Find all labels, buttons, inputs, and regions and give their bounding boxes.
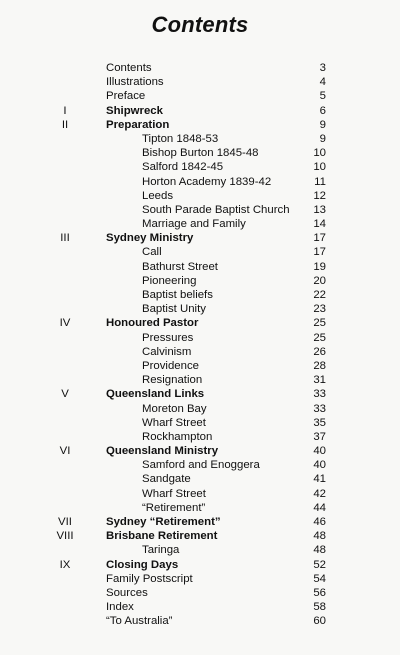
toc-entry — [0, 614, 400, 628]
toc-entry — [0, 572, 400, 586]
toc-entry — [0, 89, 400, 103]
entry-title: Sydney “Retirement” — [106, 516, 221, 528]
page-number: 9 — [319, 132, 326, 145]
table-of-contents — [0, 61, 400, 629]
page-title: Contents — [151, 12, 249, 37]
chapter-number: I — [63, 104, 67, 117]
toc-entry — [0, 600, 400, 614]
entry-title: Honoured Pastor — [106, 317, 199, 330]
toc-entry — [0, 331, 400, 345]
entry-title: South Parade Baptist Church — [142, 203, 290, 216]
page-number: 12 — [313, 189, 326, 202]
page-number: 23 — [313, 303, 326, 316]
page-number: 28 — [313, 359, 326, 372]
chapter-number: VII — [58, 516, 72, 528]
entry-title: Bathurst Street — [142, 260, 218, 273]
page-number: 42 — [313, 487, 326, 500]
toc-entry — [0, 487, 400, 501]
page-number: 22 — [313, 289, 326, 301]
chapter-number: VI — [59, 445, 71, 458]
toc-entry — [0, 274, 400, 288]
toc-entry — [0, 288, 400, 302]
entry-title: Illustrations — [106, 76, 164, 89]
toc-entry — [0, 75, 400, 89]
page-number: 48 — [313, 544, 326, 557]
page-number: 46 — [313, 516, 326, 528]
page-number: 33 — [313, 388, 326, 401]
toc-entry — [0, 160, 400, 174]
toc-entry — [0, 529, 400, 543]
page-number: 11 — [314, 175, 326, 188]
entry-title: “To Australia” — [106, 615, 173, 628]
toc-entry — [0, 217, 400, 231]
page-number: 19 — [313, 260, 326, 273]
entry-title: Sources — [106, 586, 148, 599]
page-number: 35 — [313, 416, 326, 429]
entry-title: Family Postscript — [106, 572, 193, 585]
entry-title: Taringa — [142, 544, 180, 557]
entry-title: Rockhampton — [142, 430, 213, 443]
toc-entry — [0, 402, 400, 416]
page-number: 6 — [319, 104, 326, 117]
entry-title: Preface — [106, 90, 146, 103]
entry-title: Baptist beliefs — [142, 289, 213, 301]
page-number: 17 — [313, 232, 326, 245]
entry-title: Preparation — [106, 118, 170, 131]
chapter-number: IX — [59, 558, 71, 571]
toc-entry — [0, 373, 400, 387]
chapter-number: IV — [59, 317, 71, 330]
toc-entry — [0, 189, 400, 203]
toc-entry — [0, 345, 400, 359]
entry-title: Salford 1842-45 — [142, 161, 224, 174]
page-number: 5 — [319, 90, 326, 103]
entry-title: Baptist Unity — [142, 303, 206, 316]
entry-title: Tipton 1848-53 — [142, 132, 219, 145]
entry-title: Resignation — [142, 374, 203, 387]
entry-title: Pressures — [142, 331, 194, 344]
toc-entry — [0, 387, 400, 401]
entry-title: Calvinism — [142, 345, 192, 358]
toc-entry — [0, 316, 400, 330]
entry-title: Samford and Enoggera — [142, 459, 260, 472]
toc-entry — [0, 118, 400, 132]
entry-title: Providence — [142, 359, 199, 372]
page-number: 37 — [313, 430, 326, 443]
toc-entry — [0, 104, 400, 118]
toc-entry — [0, 302, 400, 316]
toc-entry — [0, 416, 400, 430]
entry-title: Horton Academy 1839-42 — [142, 175, 272, 188]
toc-entry — [0, 245, 400, 259]
page-number: 10 — [313, 147, 326, 160]
toc-entry — [0, 558, 400, 572]
toc-entry — [0, 472, 400, 486]
page-number: 60 — [313, 615, 326, 628]
page-number: 31 — [313, 374, 326, 387]
page-number: 9 — [319, 118, 326, 131]
entry-title: Shipwreck — [106, 104, 163, 117]
page-number: 40 — [313, 445, 326, 458]
page-number: 14 — [313, 218, 326, 231]
page-number: 26 — [313, 345, 326, 358]
page-number: 10 — [313, 161, 326, 174]
page-number: 25 — [313, 317, 326, 330]
toc-entry — [0, 586, 400, 600]
entry-title: Sandgate — [142, 473, 191, 486]
entry-title: Brisbane Retirement — [106, 530, 218, 543]
page-number: 17 — [313, 246, 326, 259]
page-number: 58 — [313, 601, 326, 614]
toc-entry — [0, 260, 400, 274]
page-number: 3 — [319, 62, 326, 74]
page-number: 48 — [313, 530, 326, 543]
page-number: 4 — [319, 76, 326, 89]
page-number: 40 — [313, 459, 326, 472]
page-number: 25 — [313, 331, 326, 344]
entry-title: Contents — [106, 62, 152, 74]
entry-title: Leeds — [142, 189, 174, 202]
toc-entry — [0, 146, 400, 160]
entry-title: “Retirement” — [142, 501, 206, 514]
toc-entry — [0, 175, 400, 189]
entry-title: Wharf Street — [142, 487, 206, 500]
chapter-number: III — [60, 232, 70, 245]
toc-entry — [0, 132, 400, 146]
page-number: 54 — [313, 572, 326, 585]
toc-entry — [0, 501, 400, 515]
toc-entry — [0, 61, 400, 75]
page-number: 52 — [313, 558, 326, 571]
entry-title: Wharf Street — [142, 416, 206, 429]
entry-title: Sydney Ministry — [106, 232, 194, 245]
toc-entry — [0, 203, 400, 217]
page-number: 20 — [313, 274, 326, 287]
chapter-number: VIII — [56, 530, 74, 543]
entry-title: Index — [106, 601, 134, 614]
entry-title: Call — [142, 246, 162, 259]
toc-entry — [0, 515, 400, 529]
page-number: 33 — [313, 402, 326, 415]
toc-entry — [0, 543, 400, 557]
page-number: 56 — [313, 586, 326, 599]
entry-title: Pioneering — [142, 274, 197, 287]
toc-entry — [0, 444, 400, 458]
entry-title: Marriage and Family — [142, 218, 246, 231]
page-number: 13 — [313, 203, 326, 216]
entry-title: Bishop Burton 1845-48 — [142, 147, 259, 160]
page-number: 44 — [313, 501, 326, 514]
toc-entry — [0, 430, 400, 444]
entry-title: Moreton Bay — [142, 402, 207, 415]
chapter-number: II — [61, 118, 69, 131]
chapter-number: V — [61, 388, 69, 401]
entry-title: Queensland Links — [106, 388, 205, 401]
page-number: 41 — [313, 473, 326, 486]
toc-entry — [0, 458, 400, 472]
toc-entry — [0, 359, 400, 373]
toc-entry — [0, 231, 400, 245]
entry-title: Queensland Ministry — [106, 445, 219, 458]
entry-title: Closing Days — [106, 558, 179, 571]
